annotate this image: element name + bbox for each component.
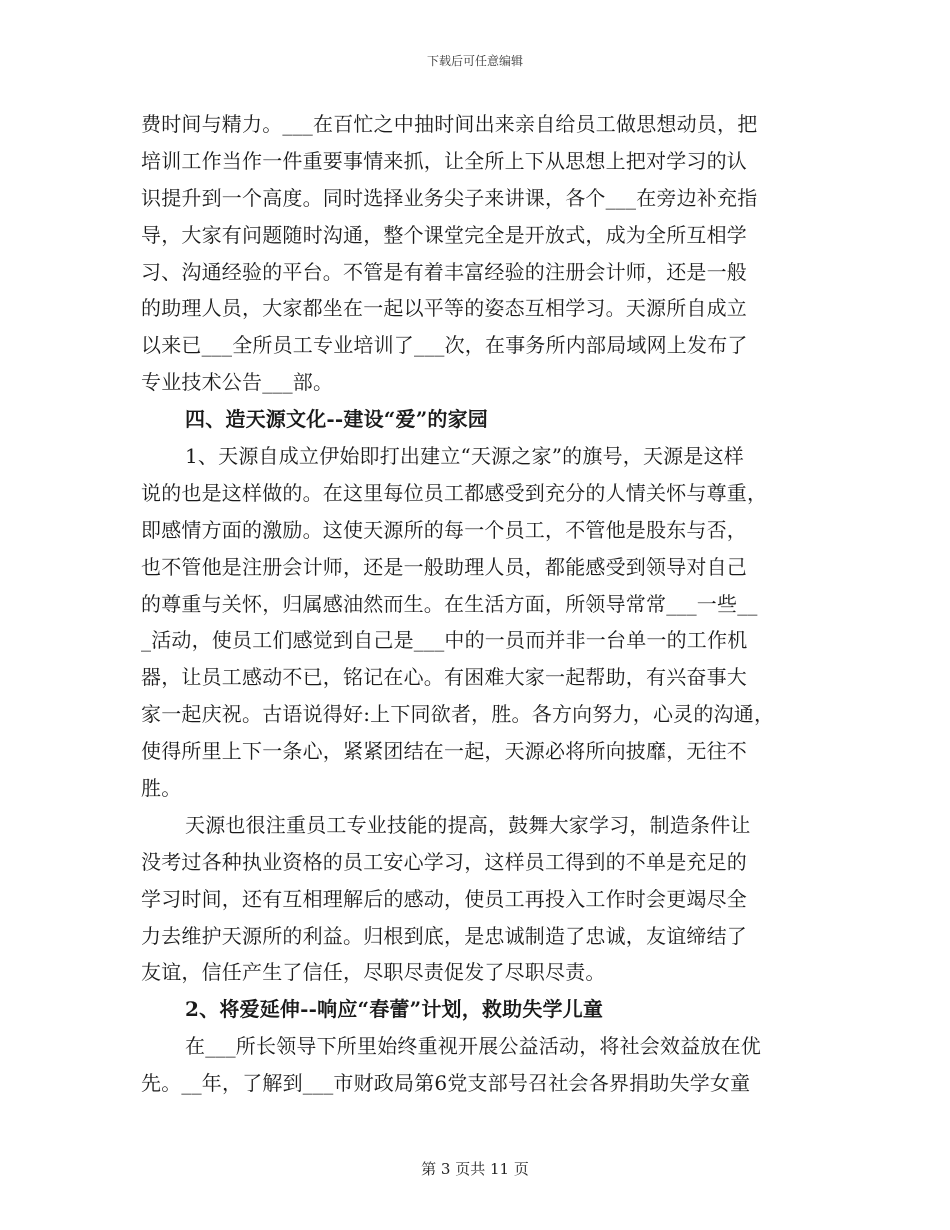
document-body: [141, 106, 813, 1102]
text-line: 即感情方面的激励。这使天源所的每一个员工，不管他是股东与否，: [141, 517, 747, 542]
text-line: _活动，使员工们感觉到自己是___中的一员而并非一台单一的工作机: [141, 628, 748, 653]
text-line: 以来已___全所员工专业培训了___次，在事务所内部局域网上发布了: [141, 333, 748, 358]
text-line: 力去维护天源所的利益。归根到底，是忠诚制造了忠诚，友谊缔结了: [141, 923, 747, 948]
text-line: 家一起庆祝。古语说得好:上下同欲者，胜。各方向努力，心灵的沟通，: [141, 702, 775, 727]
page-footer: 第 3 页共 11 页: [421, 1160, 529, 1178]
page-header: 下载后可任意编辑: [426, 54, 523, 68]
text-line: 胜。: [141, 776, 182, 801]
text-line: 费时间与精力。___在百忙之中抽时间出来亲自给员工做思想动员，把: [141, 112, 758, 136]
section-heading: 2、将爱延伸--响应“春蕾”计划，救助失学儿童: [185, 997, 604, 1022]
text-line: 导，大家有问题随时沟通，整个课堂完全是开放式，成为全所互相学: [141, 222, 747, 247]
text-line: 先。__年，了解到___市财政局第6党支部号召社会各界捐助失学女童: [141, 1071, 751, 1096]
text-line: 友谊，信任产生了信任，尽职尽责促发了尽职尽责。: [141, 960, 606, 985]
text-line: 天源也很注重员工专业技能的提高，鼓舞大家学习，制造条件让: [185, 812, 751, 837]
text-line: 器，让员工感动不已，铭记在心。有困难大家一起帮助，有兴奋事大: [141, 665, 747, 690]
section-heading: 四、造天源文化--建设“爱”的家园: [185, 407, 489, 432]
text-line: 培训工作当作一件重要事情来抓，让全所上下从思想上把对学习的认: [141, 148, 747, 173]
text-line: 使得所里上下一条心，紧紧团结在一起，天源必将所向披靡，无往不: [141, 739, 747, 764]
text-line: 1、天源自成立伊始即打出建立“天源之家”的旗号，天源是这样: [185, 444, 744, 469]
text-line: 识提升到一个高度。同时选择业务尖子来讲课，各个___在旁边补充指: [141, 185, 758, 210]
text-line: 习、沟通经验的平台。不管是有着丰富经验的注册会计师，还是一般: [141, 259, 747, 284]
text-line: 的助理人员，大家都坐在一起以平等的姿态互相学习。天源所自成立: [141, 296, 747, 321]
text-line: 也不管他是注册会计师，还是一般助理人员，都能感受到领导对自己: [141, 554, 747, 579]
text-line: 没考过各种执业资格的员工安心学习，这样员工得到的不单是充足的: [141, 849, 747, 874]
text-line: 专业技术公告___部。: [141, 370, 334, 395]
text-line: 的尊重与关怀，归属感油然而生。在生活方面，所领导常常___一些__: [141, 591, 758, 616]
text-line: 在___所长领导下所里始终重视开展公益活动，将社会效益放在优: [185, 1034, 761, 1059]
text-line: 说的也是这样做的。在这里每位员工都感受到充分的人情关怀与尊重，: [141, 480, 768, 505]
text-line: 学习时间，还有互相理解后的感动，使员工再投入工作时会更竭尽全: [141, 886, 747, 911]
